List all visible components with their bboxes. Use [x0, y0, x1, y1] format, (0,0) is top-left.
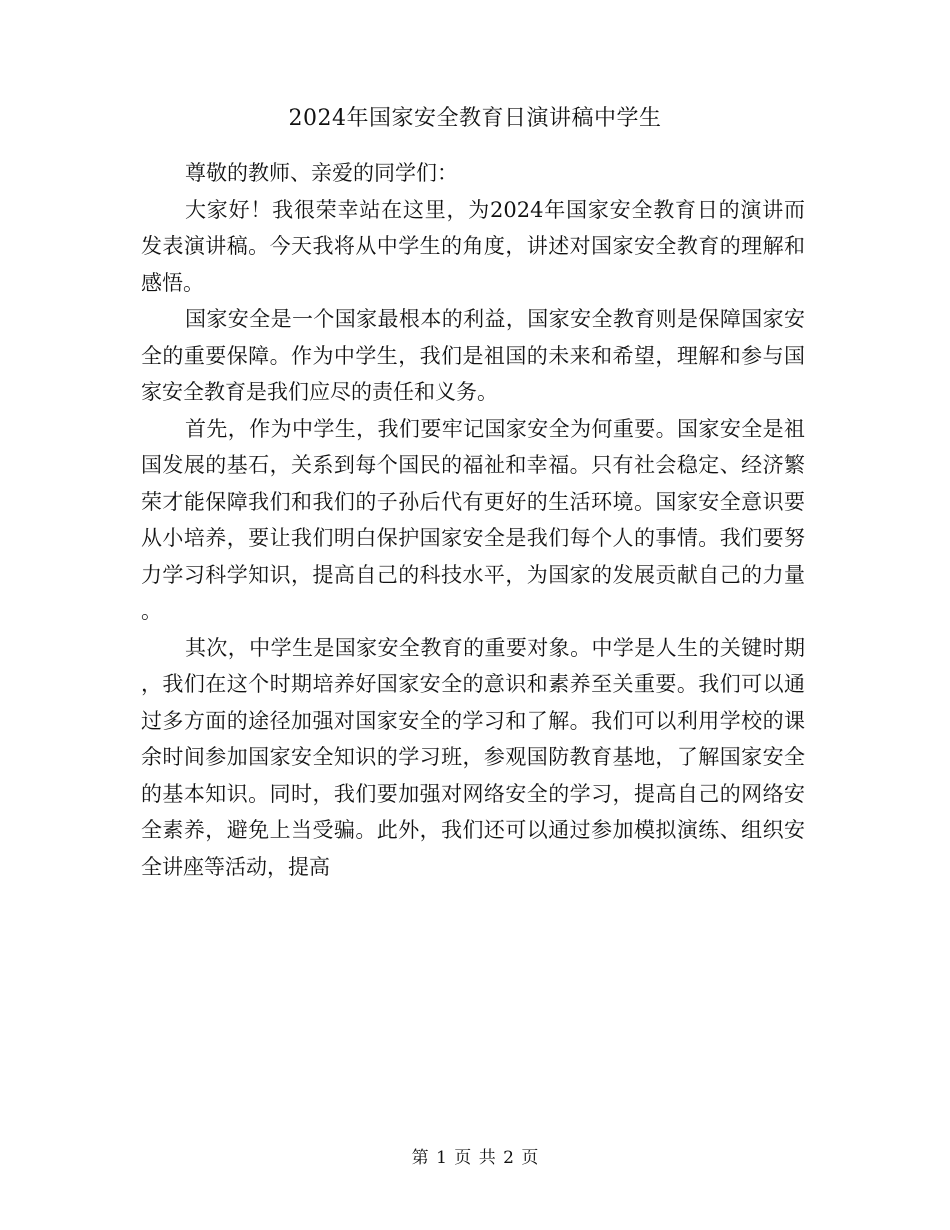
paragraph-greeting: 大家好！我很荣幸站在这里，为2024年国家安全教育日的演讲而发表演讲稿。今天我将从中学生的角度，讲述对国家安全教育的理解和感悟。 [141, 197, 805, 295]
document-title: 2024年国家安全教育日演讲稿中学生 [288, 106, 662, 131]
paragraph-first-point: 首先，作为中学生，我们要牢记国家安全为何重要。国家安全是祖国发展的基石，关系到每个国民的福祉和幸福。只有社会稳定、经济繁荣才能保障我们和我们的子孙后代有更好的生活环境。国家安全意识要从小培养，要让我们明白保护国家安全是我们每个人的事情。我们要努力学习科学知识，提高自己的科技水平，为国家的发展贡献自己的力量。 [141, 416, 805, 623]
paragraph-salutation: 尊敬的教师、亲爱的同学们： [185, 161, 458, 185]
paragraph-second-point: 其次，中学生是国家安全教育的重要对象。中学是人生的关键时期，我们在这个时期培养好国家安全的意识和素养至关重要。我们可以通过多方面的途径加强对国家安全的学习和了解。我们可以利用学校的课余时间参加国家安全知识的学习班，参观国防教育基地，了解国家安全的基本知识。同时，我们要加强对网络安全的学习，提高自己的网络安全素养，避免上当受骗。此外，我们还可以通过参加模拟演练、组织安全讲座等活动，提高 [141, 635, 805, 879]
paragraph-importance: 国家安全是一个国家最根本的利益，国家安全教育则是保障国家安全的重要保障。作为中学生，我们是祖国的未来和希望，理解和参与国家安全教育是我们应尽的责任和义务。 [141, 307, 805, 404]
page-number-footer: 第 1 页 共 2 页 [411, 1148, 539, 1168]
document-body [141, 155, 805, 885]
